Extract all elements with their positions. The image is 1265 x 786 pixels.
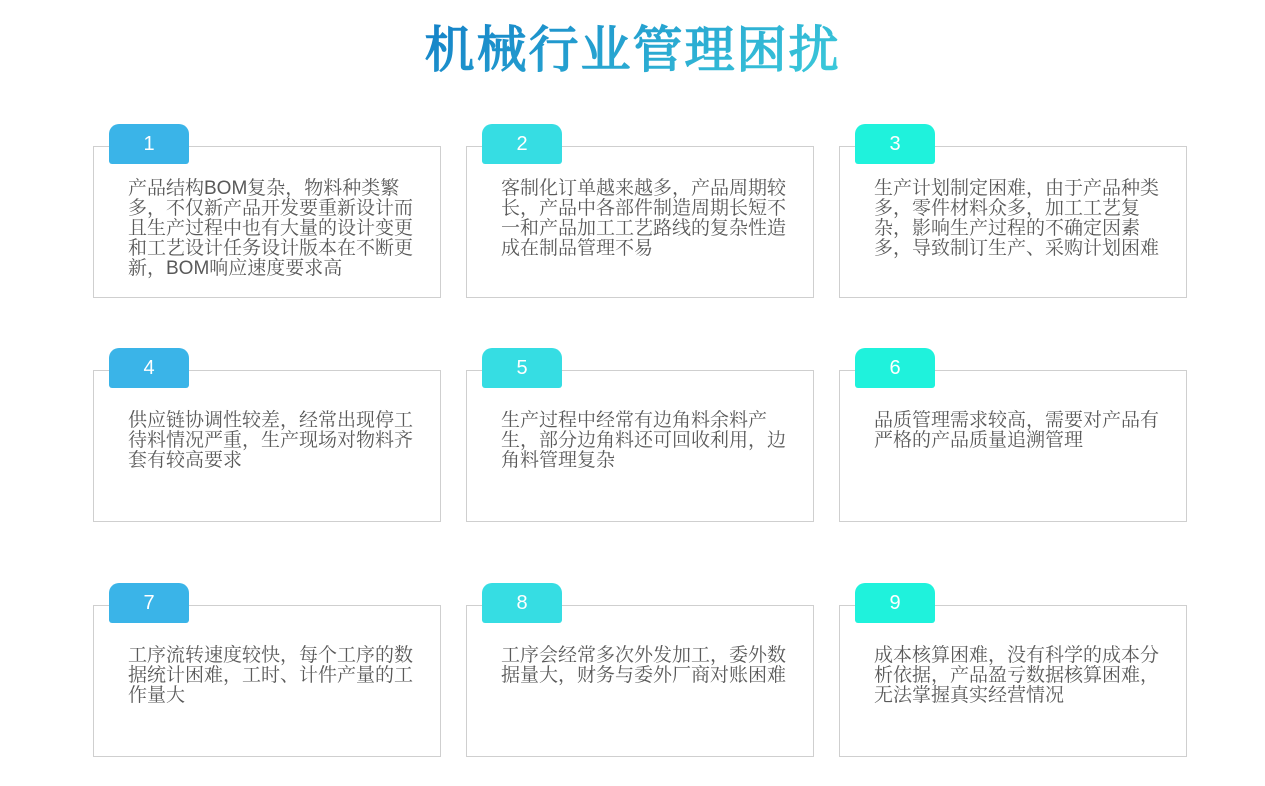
- card-text: 工序流转速度较快，每个工序的数据统计困难，工时、计件产量的工作量大: [128, 645, 414, 706]
- card-text: 品质管理需求较高，需要对产品有严格的产品质量追溯管理: [874, 410, 1160, 451]
- trouble-cards-grid: [93, 133, 1265, 757]
- trouble-card-1: [93, 133, 441, 298]
- trouble-card-2: [466, 133, 814, 298]
- page-title: 机械行业管理困扰: [425, 16, 841, 84]
- card-text: 成本核算困难，没有科学的成本分析依据，产品盈亏数据核算困难，无法掌握真实经营情况: [874, 645, 1160, 706]
- trouble-card-4: [93, 357, 441, 522]
- trouble-card-5: [466, 357, 814, 522]
- trouble-card-3: [839, 133, 1187, 298]
- card-number-badge: 8: [482, 583, 562, 623]
- card-number-badge: 6: [855, 348, 935, 388]
- card-text: 产品结构BOM复杂，物料种类繁多，不仅新产品开发要重新设计而且生产过程中也有大量的设计变更和工艺设计任务设计版本在不断更新，BOM响应速度要求高: [128, 178, 414, 279]
- cards-row-1: [93, 133, 1265, 298]
- trouble-card-7: [93, 592, 441, 757]
- card-text: 供应链协调性较差，经常出现停工待料情况严重，生产现场对物料齐套有较高要求: [128, 410, 414, 471]
- card-number-badge: 5: [482, 348, 562, 388]
- trouble-card-8: [466, 592, 814, 757]
- cards-row-3: [93, 592, 1265, 757]
- card-number-badge: 9: [855, 583, 935, 623]
- card-text: 客制化订单越来越多，产品周期较长，产品中各部件制造周期长短不一和产品加工工艺路线的复杂性造成在制品管理不易: [501, 178, 787, 259]
- card-number-badge: 3: [855, 124, 935, 164]
- card-text: 生产过程中经常有边角料余料产生，部分边角料还可回收利用，边角料管理复杂: [501, 410, 787, 471]
- trouble-card-9: [839, 592, 1187, 757]
- cards-row-2: [93, 357, 1265, 522]
- trouble-card-6: [839, 357, 1187, 522]
- card-text: 生产计划制定困难，由于产品种类多，零件材料众多，加工工艺复杂，影响生产过程的不确定因素多，导致制订生产、采购计划困难: [874, 178, 1160, 259]
- page-header: [0, 0, 1265, 84]
- card-number-badge: 1: [109, 124, 189, 164]
- card-number-badge: 2: [482, 124, 562, 164]
- card-number-badge: 4: [109, 348, 189, 388]
- card-number-badge: 7: [109, 583, 189, 623]
- card-text: 工序会经常多次外发加工，委外数据量大，财务与委外厂商对账困难: [501, 645, 787, 686]
